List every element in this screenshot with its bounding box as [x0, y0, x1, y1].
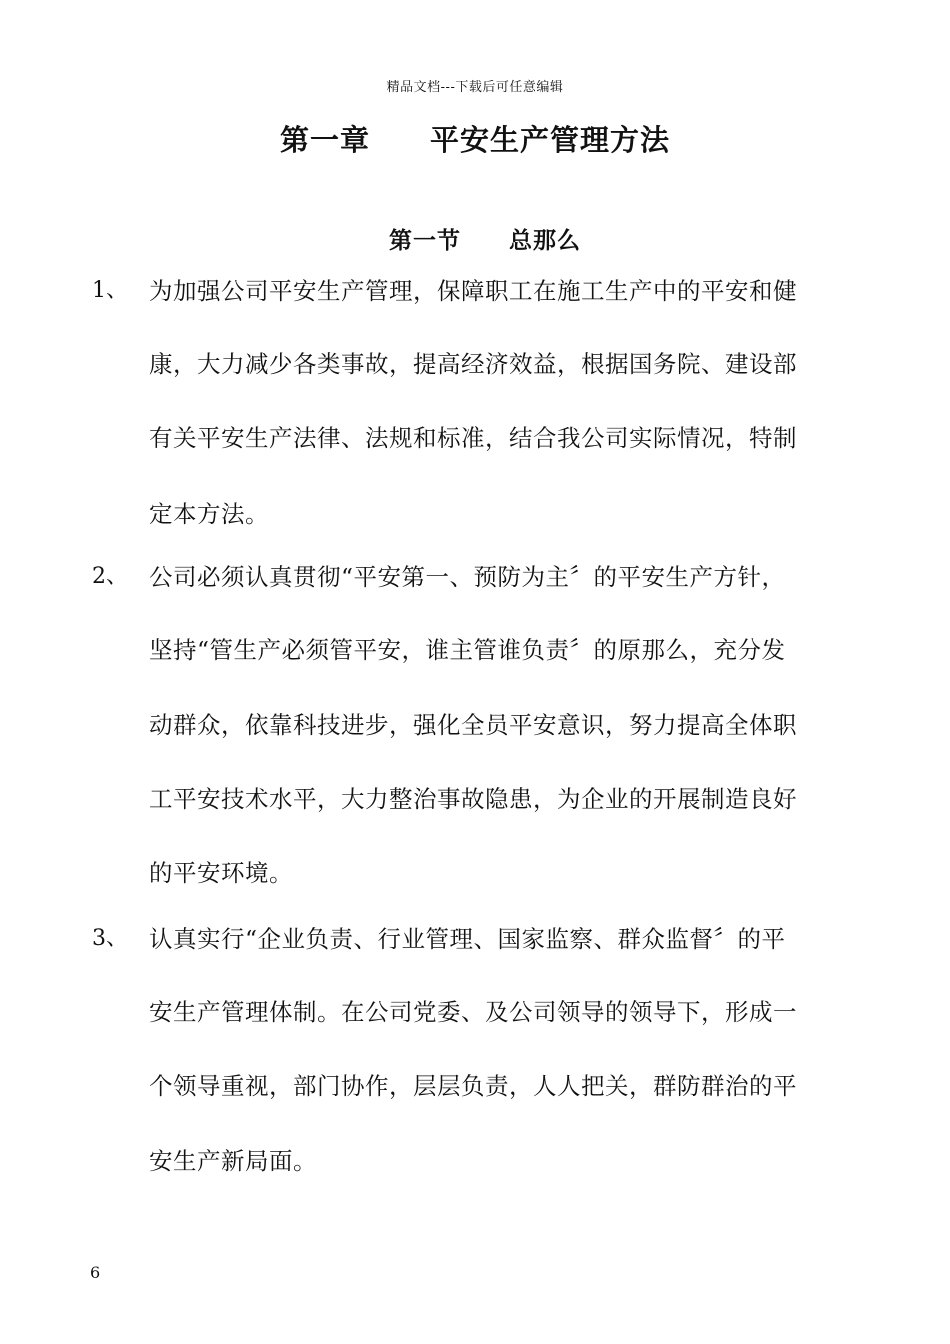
- item-text-line: 有关平安生产法律、法规和标准，结合我公司实际情况，特制: [149, 424, 797, 452]
- page-number: 6: [90, 1263, 101, 1282]
- item-text-line: 康，大力减少各类事故，提高经济效益，根据国务院、建设部: [149, 350, 797, 378]
- item-text-line: 为加强公司平安生产管理，保障职工在施工生产中的平安和健: [149, 277, 797, 305]
- section-title: 第一节 总那么: [389, 227, 581, 254]
- item-text-line: 安生产管理体制。在公司党委、及公司领导的领导下，形成一: [149, 998, 797, 1026]
- item-text-line: 动群众，依靠科技进步，强化全员平安意识，努力提高全体职: [149, 711, 797, 739]
- item-number: 2、: [92, 564, 128, 589]
- item-number: 1、: [92, 278, 128, 303]
- item-text-line: 个领导重视，部门协作，层层负责，人人把关，群防群治的平: [149, 1072, 797, 1100]
- item-text-line: 坚持“管生产必须管平安，谁主管谁负责〞的原那么，充分发: [149, 636, 786, 664]
- chapter-title: 第一章 平安生产管理方法: [279, 123, 670, 157]
- item-text-line: 工平安技术水平，大力整治事故隐患，为企业的开展制造良好: [149, 785, 797, 813]
- header-note: 精品文档---下载后可任意编辑: [386, 80, 564, 95]
- item-text-line: 安生产新局面。: [149, 1147, 317, 1175]
- item-text-line: 定本方法。: [149, 500, 269, 528]
- item-text-line: 的平安环境。: [149, 859, 293, 887]
- item-number: 3、: [92, 926, 128, 951]
- item-text-line: 认真实行“企业负责、行业管理、国家监察、群众监督〞的平: [149, 925, 786, 953]
- item-text-line: 公司必须认真贯彻“平安第一、预防为主〞的平安生产方针，: [149, 563, 786, 591]
